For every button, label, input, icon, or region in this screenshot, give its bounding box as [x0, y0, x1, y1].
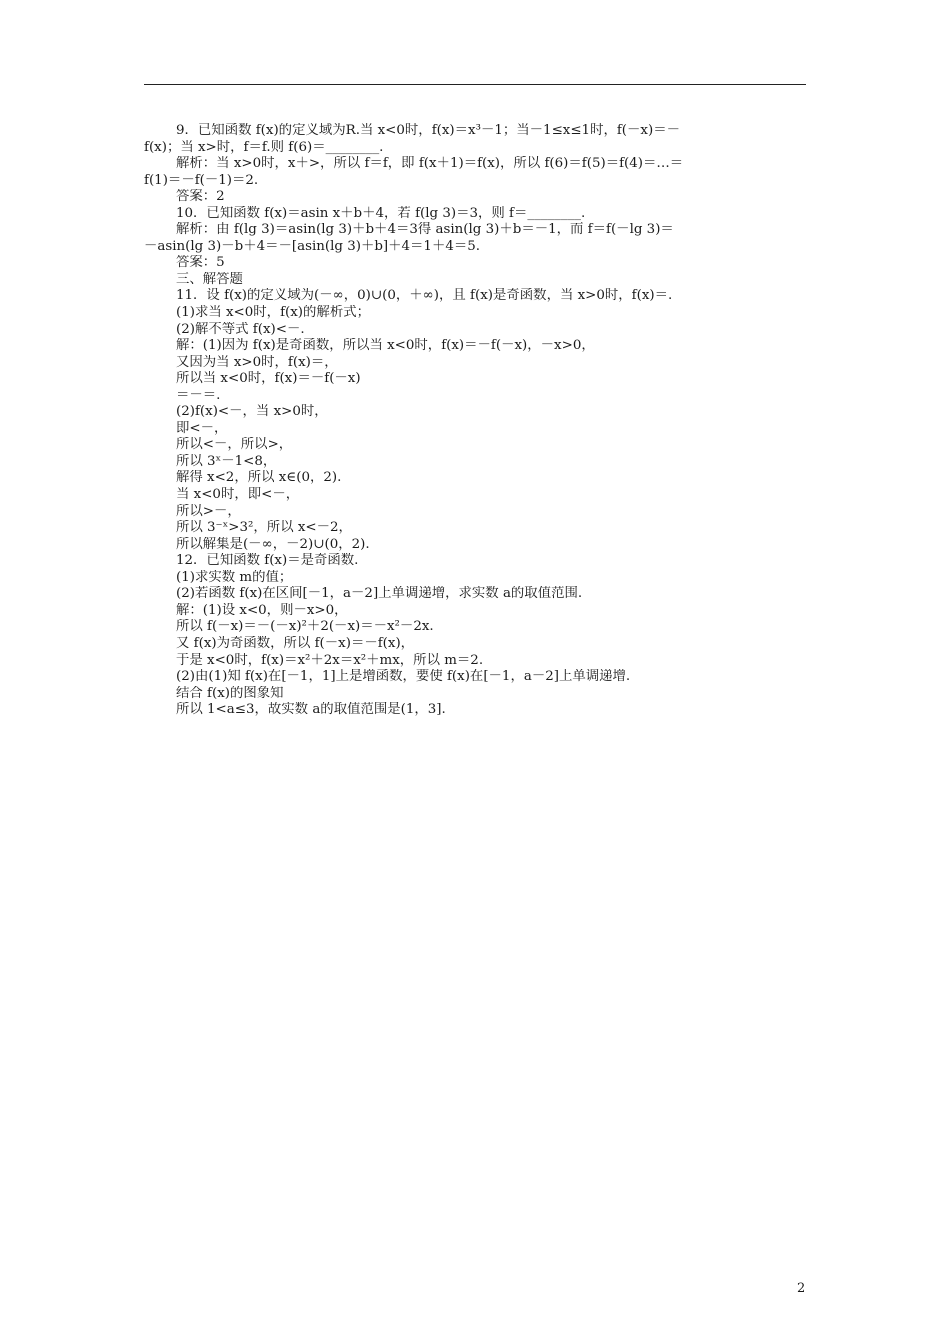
page-number: 2 — [797, 1281, 806, 1296]
text-line: 所以<－，所以>， — [176, 437, 293, 453]
text-line: (2)f(x)<－，当 x>0时， — [176, 404, 328, 420]
text-line: 所以 3ˣ－1<8， — [176, 453, 277, 469]
text-line: f(x)；当 x>时，f＝f.则 f(6)＝________. — [144, 139, 384, 155]
text-line: 解析：由 f(lg 3)＝asin(lg 3)＋b＋4＝3得 asin(lg 3)＋b＝－1，而 f＝f(－lg 3)＝ — [176, 222, 674, 238]
header-rule — [144, 84, 806, 85]
document-body — [144, 123, 808, 719]
text-line: 又因为当 x>0时，f(x)＝， — [176, 354, 338, 370]
text-line: ＝－＝. — [176, 387, 221, 403]
text-line: 解得 x<2，所以 x∈(0，2). — [176, 470, 342, 486]
text-line: (2)解不等式 f(x)<－. — [176, 321, 305, 337]
text-line: 即<－， — [176, 420, 228, 436]
text-line: 所以解集是(－∞，－2)∪(0，2). — [176, 536, 370, 552]
text-line: 所以 1<a≤3，故实数 a的取值范围是(1，3]. — [176, 702, 446, 718]
text-line: (1)求实数 m的值； — [176, 569, 293, 585]
text-line: 三、解答题 — [176, 271, 243, 287]
text-line: 10．已知函数 f(x)＝asin x＋b＋4，若 f(lg 3)＝3，则 f＝________. — [176, 205, 586, 221]
text-line: (2)若函数 f(x)在区间[－1，a－2]上单调递增，求实数 a的取值范围. — [176, 586, 583, 602]
text-line: 所以>－， — [176, 503, 241, 519]
text-line: (1)求当 x<0时，f(x)的解析式； — [176, 305, 370, 321]
text-line: －asin(lg 3)－b＋4＝－[asin(lg 3)＋b]＋4＝1＋4＝5. — [144, 238, 481, 254]
text-line: 当 x<0时，即<－， — [176, 487, 300, 503]
text-line: 解：(1)因为 f(x)是奇函数，所以当 x<0时，f(x)＝－f(－x)，－x>0， — [176, 338, 595, 354]
text-line: (2)由(1)知 f(x)在[－1，1]上是增函数，要使 f(x)在[－1，a－2]上单调递增. — [176, 669, 631, 685]
text-line: 所以 f(－x)＝－(－x)²＋2(－x)＝－x²－2x. — [176, 619, 434, 635]
text-line: 答案：5 — [176, 255, 225, 271]
text-line: f(1)＝－f(－1)＝2. — [144, 172, 259, 188]
text-line: 于是 x<0时，f(x)＝x²＋2x＝x²＋mx，所以 m＝2. — [176, 652, 484, 668]
text-line: 所以 3⁻ˣ>3²，所以 x<－2， — [176, 520, 352, 536]
text-line: 所以当 x<0时，f(x)＝－f(－x) — [176, 371, 361, 387]
text-line: 解析：当 x>0时，x＋>，所以 f＝f，即 f(x＋1)＝f(x)，所以 f(6)＝f(5)＝f(4)＝…＝ — [176, 156, 684, 172]
text-line: 9．已知函数 f(x)的定义域为R.当 x<0时，f(x)＝x³－1；当－1≤x≤1时，f(－x)＝－ — [176, 123, 680, 138]
text-line: 答案：2 — [176, 189, 225, 205]
text-line: 12．已知函数 f(x)＝是奇函数. — [176, 553, 359, 569]
text-line: 结合 f(x)的图象知 — [176, 685, 284, 701]
text-line: 又 f(x)为奇函数，所以 f(－x)＝－f(x)， — [176, 635, 415, 651]
text-line: 11．设 f(x)的定义域为(－∞，0)∪(0，＋∞)，且 f(x)是奇函数，当 x>0时，f(x)＝. — [176, 288, 673, 304]
text-line: 解：(1)设 x<0，则－x>0， — [176, 602, 348, 618]
